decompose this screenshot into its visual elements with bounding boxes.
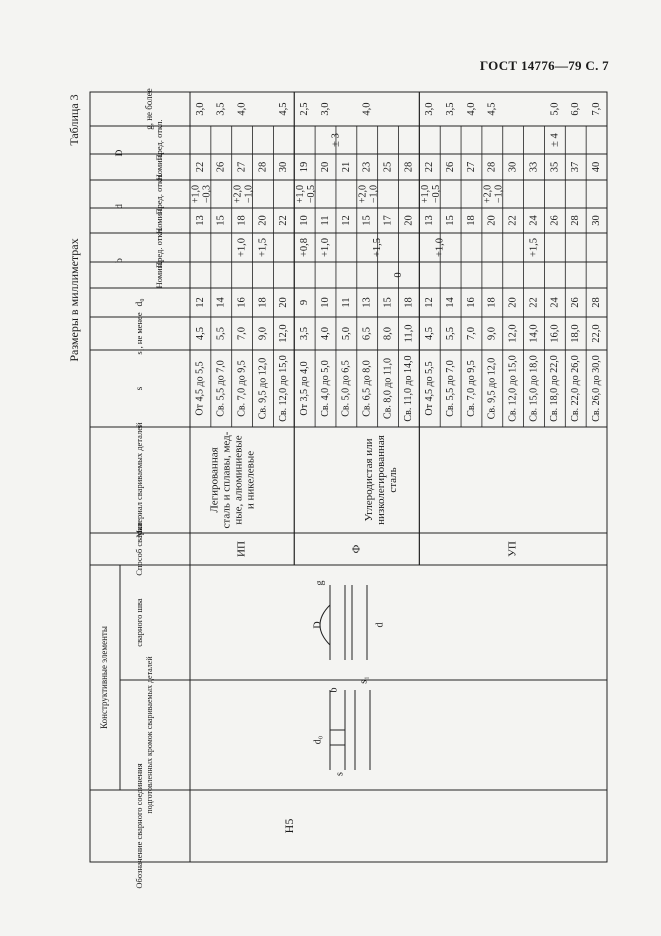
- material-line: низколегированная: [374, 435, 387, 525]
- header-structural: Конструктивные элементы: [99, 626, 110, 729]
- cell-s: От 4,5 до 5,5: [424, 361, 436, 416]
- designation-value: Н5: [281, 818, 296, 834]
- method-f: Ф: [350, 544, 363, 554]
- cell-d-nom: 22: [278, 215, 290, 226]
- cell-D-nom: 40: [590, 161, 602, 173]
- cell-d0: 18: [257, 297, 269, 308]
- cell-s: От 3,5 до 4,0: [298, 361, 310, 416]
- cell-s1: 9,0: [257, 326, 269, 341]
- cell-b-tol: +1,0: [319, 237, 331, 258]
- cell-d0: 9: [299, 299, 311, 306]
- header-d0: d₀: [135, 298, 146, 307]
- label-s1: s₁: [358, 676, 370, 684]
- cell-s1: 4,5: [424, 326, 436, 341]
- cell-d-tol: −0,5: [431, 184, 443, 204]
- cell-s: Св. 5,5 до 7,0: [444, 360, 456, 417]
- header-prepared-edges: подготовленных кромок свариваемых деталей: [144, 656, 154, 814]
- cell-g: 5,0: [549, 102, 561, 116]
- header-s1: s₁, не менее: [133, 312, 144, 355]
- material-line: сталь: [386, 467, 399, 493]
- header-d-nom: Номин.: [153, 207, 164, 234]
- header-weld-seam: сварного шва: [133, 598, 144, 647]
- cell-D-nom: 30: [507, 161, 519, 173]
- table-label-v: Таблица 3: [66, 94, 81, 146]
- header-material: Материал свариваемых деталей: [133, 422, 144, 538]
- cell-s: От 4,5 до 5,5: [194, 361, 206, 416]
- cell-b-tol: +1,5: [372, 237, 384, 258]
- cell-d-tol: −0,3: [201, 184, 213, 204]
- cell-b-tol: +1,5: [528, 237, 540, 258]
- cell-s1: 4,5: [194, 326, 206, 341]
- cell-d0: 28: [590, 297, 602, 308]
- cell-d-tol: +2,0: [482, 184, 494, 204]
- cell-s: Св. 11,0 до 14,0: [403, 355, 415, 422]
- cell-d-nom: 20: [486, 215, 498, 226]
- header-method: Способ сварки: [133, 522, 144, 576]
- cell-D-tol: ± 4: [549, 133, 561, 147]
- cell-s: Св. 18,0 до 22,0: [549, 355, 561, 422]
- cell-g: 4,0: [236, 102, 248, 116]
- weld-drawing: [320, 585, 370, 770]
- cell-s: Св. 26,0 до 30,0: [590, 355, 602, 422]
- cell-d-nom: 28: [570, 215, 582, 226]
- cell-s1: 9,0: [486, 326, 498, 341]
- cell-d0: 22: [528, 297, 540, 308]
- cell-d-nom: 18: [465, 215, 477, 226]
- cell-d0: 18: [403, 297, 415, 308]
- material-line: Углеродистая или: [362, 438, 375, 522]
- cell-s: Св. 7,0 до 9,5: [236, 360, 248, 417]
- cell-d-nom: 17: [382, 215, 394, 226]
- cell-d-nom: 20: [257, 215, 269, 226]
- cell-s1: 3,5: [299, 326, 311, 341]
- cell-d0: 15: [382, 297, 394, 308]
- cell-d-tol: +1,0: [190, 184, 202, 204]
- cell-d0: 16: [465, 297, 477, 308]
- header-g: g, не более: [144, 88, 155, 130]
- cell-b-tol: +1,0: [236, 237, 248, 258]
- cell-g: 3,0: [424, 102, 436, 116]
- cell-d-nom: 13: [424, 215, 436, 226]
- cell-d0: 18: [486, 297, 498, 308]
- cell-D-nom: 28: [403, 161, 415, 173]
- cell-s: Св. 5,5 до 7,0: [215, 360, 227, 417]
- header-s: s: [135, 386, 146, 391]
- cell-d-tol: +1,0: [294, 184, 306, 204]
- cell-s1: 14,0: [528, 324, 540, 343]
- cell-b-tol: +1,0: [434, 237, 446, 258]
- cell-d-nom: 13: [194, 215, 206, 226]
- cell-s1: 12,0: [507, 324, 519, 343]
- cell-d0: 16: [236, 297, 248, 308]
- method-ip: ИП: [235, 541, 248, 557]
- cell-b-tol: +0,8: [299, 237, 311, 258]
- header-designation: Обозначение сварного соединения: [133, 763, 144, 889]
- cell-d0: 26: [570, 297, 582, 308]
- cell-d-nom: 26: [549, 215, 561, 226]
- cell-s1: 18,0: [570, 324, 582, 343]
- cell-d-nom: 18: [236, 215, 248, 226]
- cell-D-nom: 26: [215, 161, 227, 173]
- cell-d0: 11: [340, 297, 352, 308]
- cell-d-tol: +1,0: [420, 184, 432, 204]
- material-line: и никелевые: [244, 450, 257, 510]
- page-header: ГОСТ 14776—79 С. 7: [479, 58, 609, 73]
- cell-d0: 12: [194, 297, 206, 308]
- cell-s: Св. 15,0 до 18,0: [528, 355, 540, 422]
- cell-s1: 11,0: [403, 324, 415, 343]
- cell-D-nom: 35: [549, 161, 561, 173]
- cell-D-nom: 20: [319, 161, 331, 173]
- cell-d0: 14: [445, 297, 457, 308]
- cell-b-nom: 0: [392, 272, 404, 278]
- method-up: УП: [506, 541, 519, 557]
- cell-d0: 14: [215, 297, 227, 308]
- cell-g: 2,5: [299, 102, 311, 116]
- cell-s1: 5,5: [215, 326, 227, 341]
- header-d: d: [115, 204, 126, 209]
- cell-g: 7,0: [590, 102, 602, 116]
- cell-d-tol: +2,0: [232, 184, 244, 204]
- cell-g: 4,0: [361, 102, 373, 116]
- label-d0: d₀: [312, 735, 324, 745]
- cell-D-nom: 28: [486, 161, 498, 173]
- cell-D-nom: 37: [570, 161, 582, 173]
- table-frame: [90, 92, 607, 862]
- label-s: s: [334, 772, 346, 776]
- header-b-tol: Пред. откл.: [153, 227, 164, 268]
- cell-b-tol: +1,5: [257, 237, 269, 258]
- cell-d-nom: 10: [299, 215, 311, 226]
- cell-s1: 6,5: [361, 326, 373, 341]
- cell-d-nom: 20: [403, 215, 415, 226]
- cell-d-nom: 30: [590, 215, 602, 226]
- cell-d0: 24: [549, 297, 561, 308]
- cell-g: 3,5: [445, 102, 457, 116]
- cell-s: Св. 9,5 до 12,0: [486, 357, 498, 420]
- cell-g: 4,0: [465, 102, 477, 116]
- header-D: D: [115, 149, 126, 157]
- cell-D-nom: 22: [194, 161, 206, 173]
- units-caption-v: Размеры в миллиметрах: [66, 238, 81, 362]
- cell-D-nom: 21: [340, 161, 352, 173]
- cell-D-nom: 22: [424, 161, 436, 173]
- cell-s: Св. 6,5 до 8,0: [361, 360, 373, 417]
- cell-s: Св. 22,0 до 26,0: [570, 355, 582, 422]
- material-line: ные, алюминиевые: [232, 435, 245, 525]
- material-line: сталь и сплавы, мед-: [220, 431, 233, 529]
- cell-d-tol: +2,0: [357, 184, 369, 204]
- cell-D-nom: 23: [361, 161, 373, 173]
- cell-g: 4,5: [486, 102, 498, 116]
- cell-s1: 4,0: [319, 326, 331, 341]
- cell-s1: 7,0: [236, 326, 248, 341]
- cell-d0: 12: [424, 297, 436, 308]
- cell-D-nom: 33: [528, 161, 540, 173]
- cell-d-nom: 22: [507, 215, 519, 226]
- cell-s1: 7,0: [465, 326, 477, 341]
- cell-s: Св. 4,0 до 5,0: [319, 360, 331, 417]
- weld-bead: [320, 605, 330, 645]
- cell-s1: 16,0: [549, 324, 561, 343]
- material-line: Легированная: [208, 447, 221, 513]
- cell-d-nom: 15: [445, 215, 457, 226]
- cell-s1: 5,5: [445, 326, 457, 341]
- header-d-tol: Пред. откл.: [153, 173, 164, 215]
- cell-d0: 10: [319, 297, 331, 308]
- header-D-nom: Номин.: [153, 153, 164, 181]
- cell-g: 4,5: [278, 102, 290, 116]
- cell-g: 3,0: [194, 102, 206, 116]
- header-b-nom: Номин.: [153, 261, 164, 289]
- label-d: d: [374, 622, 386, 628]
- label-g: g: [314, 580, 326, 586]
- header-D-tol: Пред. откл.: [153, 119, 164, 161]
- cell-s1: 12,0: [278, 324, 290, 343]
- cell-d-tol: −0,5: [305, 184, 317, 204]
- cell-s: Св. 8,0 до 11,0: [382, 357, 394, 420]
- cell-D-nom: 30: [278, 161, 290, 173]
- cell-d-nom: 11: [319, 215, 331, 226]
- cell-D-nom: 25: [382, 161, 394, 173]
- cell-D-nom: 27: [465, 161, 477, 173]
- cell-d-nom: 15: [215, 215, 227, 226]
- cell-s1: 8,0: [382, 326, 394, 341]
- header-b: b: [115, 258, 126, 263]
- cell-d-tol: −1,0: [243, 184, 255, 204]
- cell-s: Св. 7,0 до 9,5: [465, 360, 477, 417]
- cell-D-nom: 28: [257, 161, 269, 173]
- cell-D-nom: 26: [445, 161, 457, 173]
- cell-s1: 5,0: [340, 326, 352, 341]
- label-D: D: [312, 621, 324, 629]
- cell-D-nom: 19: [299, 161, 311, 173]
- cell-g: 6,0: [570, 102, 582, 116]
- cell-d-tol: −1,0: [368, 184, 380, 204]
- cell-D-tol: ± 3: [330, 133, 342, 147]
- cell-d-nom: 15: [361, 215, 373, 226]
- cell-d-nom: 12: [340, 215, 352, 226]
- cell-d-tol: −1,0: [493, 184, 505, 204]
- cell-d-nom: 24: [528, 215, 540, 226]
- cell-d0: 20: [507, 297, 519, 308]
- cell-s1: 22,0: [590, 324, 602, 343]
- cell-g: 3,5: [215, 102, 227, 116]
- cell-D-nom: 27: [236, 161, 248, 173]
- cell-s: Св. 9,5 до 12,0: [257, 357, 269, 420]
- cell-s: Св. 12,0 до 15,0: [278, 355, 290, 422]
- cell-s: Св. 12,0 до 15,0: [507, 355, 519, 422]
- cell-d0: 20: [278, 297, 290, 308]
- label-b: b: [328, 687, 340, 693]
- cell-d0: 13: [361, 297, 373, 308]
- cell-g: 3,0: [319, 102, 331, 116]
- cell-s: Св. 5,0 до 6,5: [340, 360, 352, 417]
